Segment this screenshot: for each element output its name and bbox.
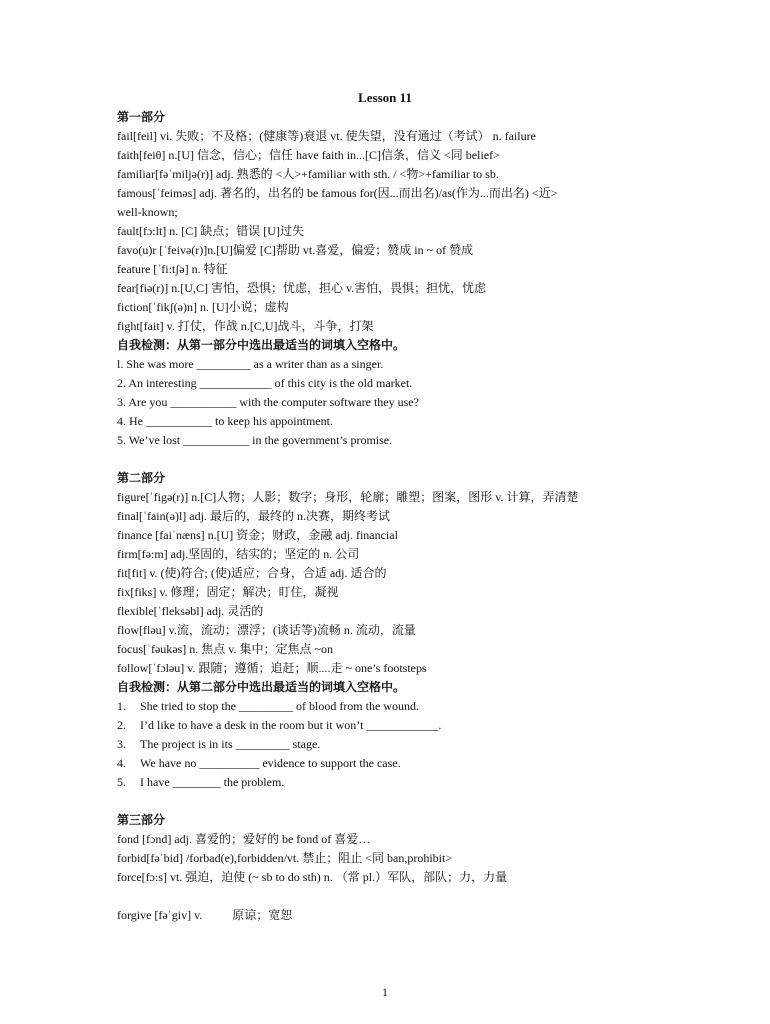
part3-heading: 第三部分 [117, 813, 166, 827]
vocab-entry: fight[fait] v. 打仗，作战 n.[C,U]战斗，斗争，打架 [117, 319, 374, 333]
vocab-entry: faith[feiθ] n.[U] 信念，信心；信任 have faith in...[C]信条，信义 <同 belief> [117, 148, 500, 162]
exercise-number: 4. [117, 756, 126, 770]
exercise-number: 2. [117, 718, 126, 732]
part1-heading: 第一部分 [117, 110, 166, 124]
vocab-entry: fit[fit] v. (使)符合; (使)适应；合身，合适 adj. 适合的 [117, 566, 387, 580]
vocab-entry: fail[feil] vi. 失败；不及格；(健康等)衰退 vt. 使失望，没有通过（考试） n. failure [117, 129, 536, 143]
vocab-entry: force[fɔ:s] vt. 强迫，迫使 (~ sb to do sth) n. （常 pl.）军队，部队；力，力量 [117, 870, 508, 884]
exercise-item: 3. Are you ___________ with the computer software they use? [117, 395, 419, 409]
part1-test-heading: 自我检测：从第一部分中选出最适当的词填入空格中。 [117, 338, 406, 352]
vocab-entry: fear[fiə(r)] n.[U,C] 害怕，恐惧；忧虑，担心 v.害怕，畏惧；担忧，忧虑 [117, 281, 487, 295]
part2-test-heading: 自我检测：从第二部分中选出最适当的词填入空格中。 [117, 680, 406, 694]
exercise-item: 4. He ___________ to keep his appointment. [117, 414, 333, 428]
document-body [117, 108, 677, 925]
vocab-entry: figure[ˈfigə(r)] n.[C]人物；人影；数字；身形，轮廓；雕塑；图案，图形 v. 计算，弄清楚 [117, 490, 579, 504]
vocab-entry: final[ˈfain(ə)l] adj. 最后的，最终的 n.决赛，期终考试 [117, 509, 390, 523]
vocab-entry: flow[fləu] v.流，流动；漂浮；(谈话等)流畅 n. 流动，流量 [117, 623, 416, 637]
exercise-item: 5. We’ve lost ___________ in the government’s promise. [117, 433, 393, 447]
exercise-item [117, 754, 677, 773]
lesson-title: Lesson 11 [358, 90, 412, 105]
exercise-number: 5. [117, 775, 126, 789]
vocab-entry: famous[ˈfeiməs] adj. 著名的，出名的 be famous for(因...而出名)/as(作为...而出名) <近> [117, 186, 558, 200]
vocab-entry: follow[ˈfɔləu] v. 跟随；遵循；追赶；顺....走 ~ one’s footsteps [117, 661, 427, 675]
exercise-text: I’d like to have a desk in the room but it won’t ____________. [140, 718, 442, 732]
vocab-entry: fault[fɔ:lt] n. [C] 缺点；错误 [U]过失 [117, 224, 304, 238]
vocab-entry: firm[fə:m] adj.坚固的，结实的；坚定的 n. 公司 [117, 547, 360, 561]
vocab-entry: feature [ˈfi:tʃə] n. 特征 [117, 262, 228, 276]
exercise-text: We have no __________ evidence to support the case. [140, 756, 401, 770]
vocab-entry: fix[fiks] v. 修理；固定；解决；盯住，凝视 [117, 585, 339, 599]
vocab-entry: favo(u)r [ˈfeivə(r)]n.[U]偏爱 [C]帮助 vt.喜爱，偏爱；赞成 in ~ of 赞成 [117, 243, 474, 257]
exercise-item [117, 716, 677, 735]
part2-heading: 第二部分 [117, 471, 166, 485]
vocab-entry: forbid[fəˈbid] /forbad(e),forbidden/vt. 禁止；阻止 <同 ban,prohibit> [117, 851, 453, 865]
vocab-entry: fiction[ˈfikʃ(ə)n] n. [U]小说；虚构 [117, 300, 289, 314]
exercise-item: 2. An interesting ____________ of this city is the old market. [117, 376, 413, 390]
exercise-item: l. She was more _________ as a writer than as a singer. [117, 357, 384, 371]
exercise-text: I have ________ the problem. [140, 775, 285, 789]
vocab-entry: finance [faiˈnæns] n.[U] 资金；财政，金融 adj. financial [117, 528, 398, 542]
exercise-item [117, 773, 677, 792]
vocab-entry: focus[ˈfəukəs] n. 焦点 v. 集中；定焦点 ~on [117, 642, 334, 656]
vocab-entry: flexible[ˈfleksəbl] adj. 灵活的 [117, 604, 264, 618]
exercise-number: 3. [117, 737, 126, 751]
exercise-item [117, 735, 677, 754]
page-number: 1 [382, 985, 388, 999]
vocab-entry: forgive [fəˈgiv] v. 原谅；宽恕 [117, 908, 293, 922]
vocab-entry: fond [fɔnd] adj. 喜爱的；爱好的 be fond of 喜爱… [117, 832, 371, 846]
vocab-entry: well-known; [117, 205, 178, 219]
exercise-text: She tried to stop the _________ of blood from the wound. [140, 699, 419, 713]
exercise-text: The project is in its _________ stage. [140, 737, 321, 751]
exercise-number: 1. [117, 699, 126, 713]
exercise-item [117, 697, 677, 716]
vocab-entry: familiar[fəˈmiljə(r)] adj. 熟悉的 <人>+familiar with sth. / <物>+familiar to sb. [117, 167, 499, 181]
